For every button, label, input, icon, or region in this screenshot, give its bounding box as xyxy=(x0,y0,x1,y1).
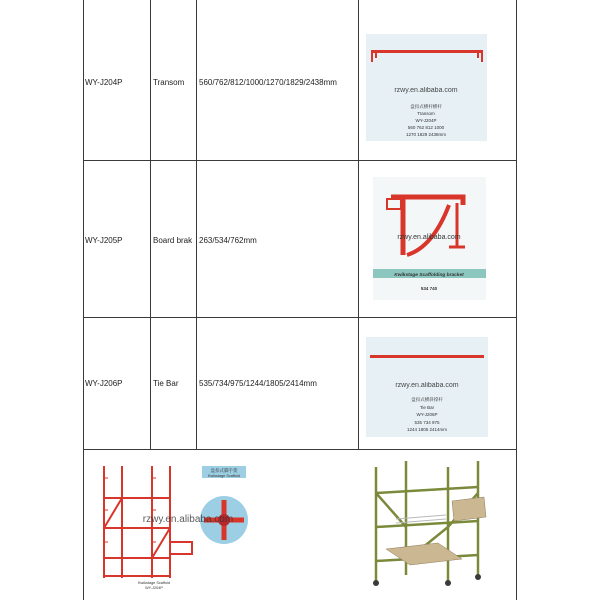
transom-caption-line1: 560 762 812 1000 xyxy=(407,125,445,130)
table-row-2-sizes: 263/534/762mm xyxy=(199,236,257,245)
kwikstage-caption-2: WY-J204P xyxy=(145,586,163,590)
kwikstage-scaffold-image xyxy=(92,458,277,590)
table-row-1-sizes: 560/762/812/1000/1270/1829/2438mm xyxy=(199,78,337,87)
transom-product-image xyxy=(366,34,487,141)
transom-caption-cn: 盘扣式横杆横杆 xyxy=(410,104,442,109)
table-row-2-model: WY-J205P xyxy=(85,236,123,245)
kwikstage-caption-1: Kwikstage Scaffold xyxy=(137,581,171,585)
column-divider-2 xyxy=(196,0,197,450)
tie-bar-caption-line2: 1244 1805 2414mm xyxy=(406,427,448,432)
kwikstage-watermark: rzwy.en.alibaba.com xyxy=(142,514,234,525)
tie-bar-caption-line1: 535 734 975 xyxy=(414,420,440,425)
row-divider-1 xyxy=(83,160,517,161)
kwikstage-label-en: Kwikstage Scaffold xyxy=(207,474,241,478)
transom-watermark: rzwy.en.alibaba.com xyxy=(394,87,458,94)
transom-caption-code: WY-J204P xyxy=(415,118,437,123)
row-divider-2 xyxy=(83,317,517,318)
board-bracket-caption-line1: 534 740 xyxy=(420,286,438,291)
table-border-right xyxy=(516,0,517,600)
column-divider-3 xyxy=(358,0,359,450)
tie-bar-watermark: rzwy.en.alibaba.com xyxy=(395,382,459,389)
assembled-scaffold-photo xyxy=(366,457,490,589)
column-divider-1 xyxy=(150,0,151,450)
table-row-2-name: Board brak xyxy=(153,236,193,245)
tie-bar-caption-code: WY-J206P xyxy=(416,412,438,417)
tie-bar-caption-en: Tie Bar xyxy=(419,405,435,410)
tie-bar-product-image xyxy=(366,337,488,437)
table-row-1-model: WY-J204P xyxy=(85,78,123,87)
transom-caption-line2: 1270 1829 2438mm xyxy=(405,132,447,137)
table-border-left xyxy=(83,0,84,600)
table-row-3-name: Tie Bar xyxy=(153,379,179,388)
board-bracket-watermark: rzwy.en.alibaba.com xyxy=(397,234,461,241)
table-row-1-name: Transom xyxy=(153,78,185,87)
table-row-3-sizes: 535/734/975/1244/1805/2414mm xyxy=(199,379,317,388)
board-bracket-product-image xyxy=(373,177,486,300)
table-row-3-model: WY-J206P xyxy=(85,379,123,388)
row-divider-3 xyxy=(83,449,517,450)
transom-caption-en: Transom xyxy=(417,111,435,116)
kwikstage-label-cn: 盘扣式脚手架 xyxy=(210,468,238,473)
board-bracket-banner: Kwikstage Scaffolding bracket xyxy=(394,273,464,278)
tie-bar-caption-cn: 盘扣式横斜撑杆 xyxy=(411,397,443,402)
